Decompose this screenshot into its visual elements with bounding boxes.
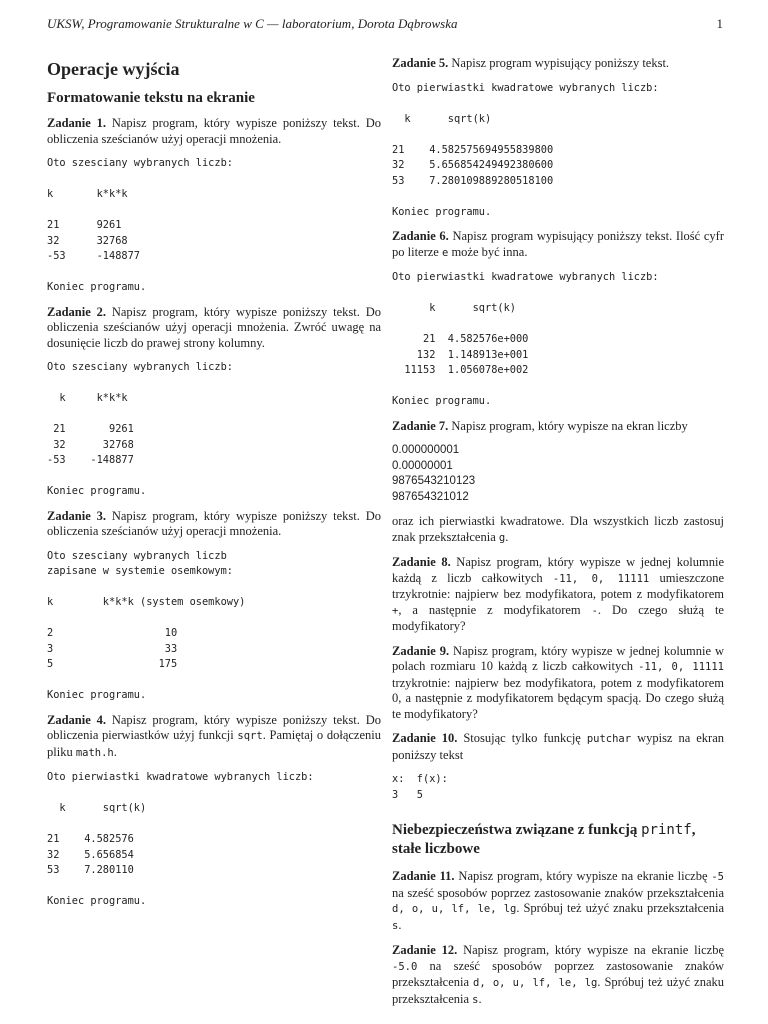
task-12-code-value: -5.0	[392, 960, 418, 973]
section-2-text-a: Niebezpieczeństwa związane z funkcją	[392, 822, 642, 838]
task-7-code-g: g	[498, 531, 506, 544]
task-12-label: Zadanie 12.	[392, 943, 458, 957]
task-1	[47, 116, 381, 147]
task-1-text: Napisz program, który wypisze poniższy tekst. Do obliczenia sześcianów użyj operacji mnożenia.	[47, 116, 381, 146]
task-11-text-d: .	[398, 917, 402, 932]
page-title: Operacje wyjścia	[47, 59, 180, 79]
task-6-output: Oto pierwiastki kwadratowe wybranych liczb: k sqrt(k) 21 4.582576e+000 132 1.148913e+001 11153 1.056078e+002 Koniec programu.	[392, 271, 659, 407]
task-6	[392, 229, 724, 261]
task-4-text-c: .	[113, 744, 117, 759]
task-9-label: Zadanie 9.	[392, 643, 450, 658]
task-10-text-b: wypisz na ekran poniższy tekst	[392, 731, 724, 762]
task-11-text-a: Napisz program, który wypisze na ekranie liczbę	[458, 869, 712, 883]
task-7-text: Napisz program, który wypisze na ekran liczby	[451, 418, 688, 433]
task-7-after	[392, 514, 724, 546]
section-heading-printf	[392, 821, 724, 859]
task-2-text: Napisz program, który wypisze poniższy tekst. Do obliczenia sześcianów użyj operacji mnożenia. Zwróć uwagę na dosunięcie liczb do prawej strony kolumny.	[47, 304, 381, 350]
task-4-output: Oto pierwiastki kwadratowe wybranych liczb: k sqrt(k) 21 4.582576 32 5.656854 53 7.280110 Koniec programu.	[47, 771, 314, 907]
task-3-text: Napisz program, który wypisze poniższy tekst. Do obliczenia sześcianów użyj operacji mnożenia.	[47, 508, 381, 538]
section-2-text-b: , stałe liczbowe	[392, 822, 696, 857]
task-3	[47, 509, 381, 540]
running-title: UKSW, Programowanie Strukturalne w C — laboratorium, Dorota Dąbrowska	[47, 16, 458, 31]
task-4-text-b: . Pamiętaj o dołączeniu pliku	[47, 728, 381, 759]
task-11-text-b: na sześć sposobów poprzez zastosowanie znaków przekształcenia	[392, 885, 724, 900]
task-10	[392, 731, 724, 763]
task-9	[392, 644, 724, 723]
task-10-label: Zadanie 10.	[392, 731, 458, 745]
task-8-text-c: , a następnie z modyfikatorem	[398, 602, 592, 617]
task-12-text-a: Napisz program, który wypisze na ekranie liczbę	[463, 943, 725, 957]
task-8-text-d: . Do czego służą te modyfikatory?	[392, 602, 724, 633]
task-4-code-sqrt: sqrt	[237, 730, 263, 742]
task-6-code-e: e	[441, 246, 449, 259]
task-5-output: Oto pierwiastki kwadratowe wybranych liczb: k sqrt(k) 21 4.582575694955839800 32 5.656854249492380600 53 7.280109889280518100 Koniec programu.	[392, 81, 659, 218]
task-7-numbers: 0.000000001 0.00000001 9876543210123 987654321012	[392, 444, 476, 503]
running-header	[47, 16, 723, 36]
task-4-label: Zadanie 4.	[47, 712, 106, 727]
task-5-text: Napisz program wypisujący poniższy tekst.	[451, 56, 670, 70]
task-12-text-c: . Spróbuj też użyć znaku przekształcenia	[392, 975, 724, 1006]
task-4-code-math-h: math.h	[75, 746, 114, 759]
task-2-label: Zadanie 2.	[47, 304, 106, 319]
task-8-code-plus: +	[392, 604, 399, 617]
task-12-text-d: .	[478, 991, 482, 1006]
task-5-label: Zadanie 5.	[392, 56, 449, 70]
task-11-code-s: s	[392, 919, 399, 932]
task-6-text-b: może być inna.	[448, 244, 528, 259]
task-4-text-a: Napisz program, który wypisze poniższy tekst. Do obliczenia pierwiastków użyj funkcji	[47, 712, 381, 742]
page-number: 1	[716, 16, 723, 31]
task-2-output: Oto szesciany wybranych liczb: k k*k*k 21 9261 32 32768 -53 -148877 Koniec programu.	[47, 361, 233, 497]
task-9-text-b: trzykrotnie: najpierw bez modyfikatora, potem z modyfikatorem 0, a następnie z modyfikatorem będącym spacją. Do czego służą te modyfikatory?	[392, 675, 724, 721]
task-12	[392, 943, 724, 1008]
task-7-after-text-a: oraz ich pierwiastki kwadratowe. Dla wszystkich liczb zastosuj znak przekształcenia	[392, 514, 724, 544]
task-1-label: Zadanie 1.	[47, 116, 106, 130]
task-8-text-b: umieszczone trzykrotnie: najpierw bez modyfikatora, potem z modyfikatorem	[392, 570, 724, 601]
task-2	[47, 305, 381, 352]
task-7-after-text-b: .	[505, 529, 509, 544]
task-8	[392, 555, 724, 635]
section-heading: Formatowanie tekstu na ekranie	[47, 90, 255, 106]
task-12-text-b: na sześć sposobów poprzez zastosowanie znaków przekształcenia	[392, 958, 724, 989]
task-8-text-a: Napisz program, który wypisze w jednej kolumnie każdą z liczb całkowitych	[392, 555, 725, 585]
task-9-code-numbers: -11, 0, 11111	[638, 661, 725, 673]
task-1-output: Oto szesciany wybranych liczb: k k*k*k 21 9261 32 32768 -53 -148877 Koniec programu.	[47, 157, 233, 293]
task-3-output: Oto szesciany wybranych liczb zapisane w systemie osemkowym: k k*k*k (system osemkowy) 2 10 3 33 5 175 Koniec programu.	[47, 549, 246, 701]
task-4	[47, 713, 381, 762]
left-column	[47, 56, 381, 919]
task-10-text-a: Stosując tylko funkcję	[463, 731, 587, 745]
task-11-code-conversions: d, o, u, lf, le, lg	[392, 903, 517, 915]
task-8-code-numbers: -11, 0, 11111	[552, 572, 650, 585]
task-11-text-c: . Spróbuj też użyć znaku przekształcenia	[516, 901, 724, 915]
task-10-output: x: f(x): 3 5	[392, 773, 448, 801]
task-12-code-conversions: d, o, u, lf, le, lg	[473, 977, 598, 989]
task-3-label: Zadanie 3.	[47, 508, 106, 523]
task-7-label: Zadanie 7.	[392, 418, 449, 433]
task-11-label: Zadanie 11.	[392, 869, 455, 883]
task-8-code-minus: -	[591, 604, 598, 617]
task-8-label: Zadanie 8.	[392, 555, 451, 569]
task-6-label: Zadanie 6.	[392, 229, 449, 243]
task-11	[392, 869, 724, 934]
task-9-text-a: Napisz program, który wypisze w jednej kolumnie w polach rozmiaru 10 każdą z liczb całkowitych	[392, 643, 725, 673]
task-10-code-putchar: putchar	[586, 733, 632, 745]
task-11-code-value: -5	[711, 871, 725, 883]
task-7	[392, 419, 724, 435]
task-12-code-s: s	[472, 993, 479, 1006]
task-6-text-a: Napisz program wypisujący poniższy tekst. Ilość cyfr po literze	[392, 229, 724, 259]
right-column	[392, 56, 724, 1017]
task-5	[392, 56, 724, 72]
section-2-code-printf: printf	[641, 822, 692, 838]
